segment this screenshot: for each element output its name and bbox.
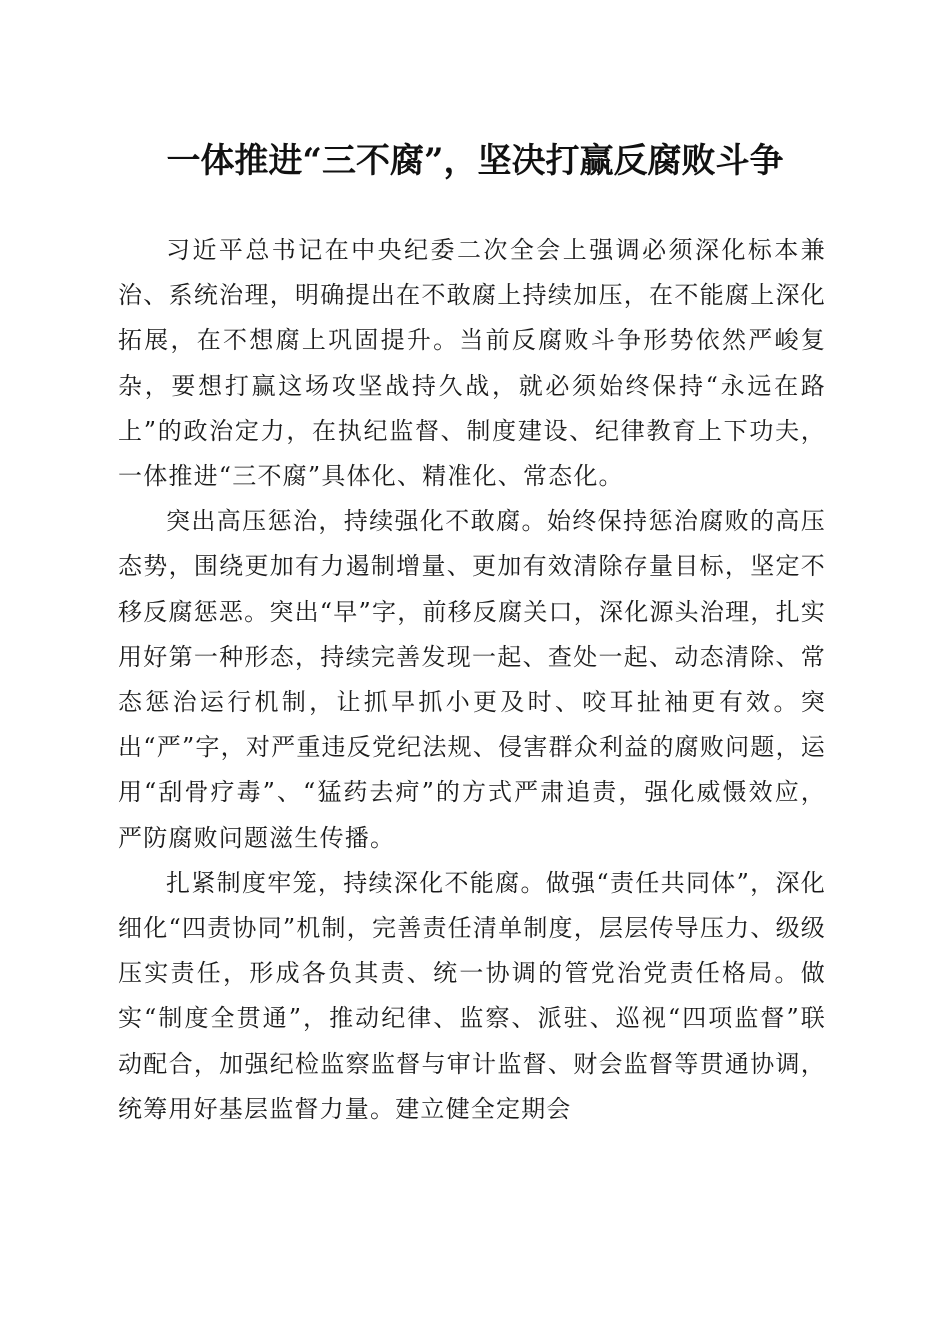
paragraph-bu-neng-fu: 扎紧制度牢笼，持续深化不能腐。做强“责任共同体”，深化细化“四责协同”机制，完善责任清单制度，层层传导压力、级级压实责任，形成各负其责、统一协调的管党治党责任格局。做实“制度全贯通”，推动纪律、监察、派驻、巡视“四项监督”联动配合，加强纪检监察监督与审计监督、财会监督等贯通协调，统筹用好基层监督力量。建立健全定期会 (118, 868, 826, 1123)
document-body (118, 228, 826, 1132)
paragraph-bu-gan-fu: 突出高压惩治，持续强化不敢腐。始终保持惩治腐败的高压态势，围绕更加有力遏制增量、更加有效清除存量目标，坚定不移反腐惩恶。突出“早”字，前移反腐关口，深化源头治理，扎实用好第一种形态，持续完善发现一起、查处一起、动态清除、常态惩治运行机制，让抓早抓小更及时、咬耳扯袖更有效。突出“严”字，对严重违反党纪法规、侵害群众利益的腐败问题，运用“刮骨疗毒”、“猛药去疴”的方式严肃追责，强化威慑效应，严防腐败问题滋生传播。 (118, 507, 826, 852)
paragraph-intro: 习近平总书记在中央纪委二次全会上强调必须深化标本兼治、系统治理，明确提出在不敢腐上持续加压，在不能腐上深化拓展，在不想腐上巩固提升。当前反腐败斗争形势依然严峻复杂，要想打赢这场攻坚战持久战，就必须始终保持“永远在路上”的政治定力，在执纪监督、制度建设、纪律教育上下功夫，一体推进“三不腐”具体化、精准化、常态化。 (118, 236, 826, 491)
document-title: 一体推进“三不腐”，坚决打赢反腐败斗争 (166, 141, 784, 181)
